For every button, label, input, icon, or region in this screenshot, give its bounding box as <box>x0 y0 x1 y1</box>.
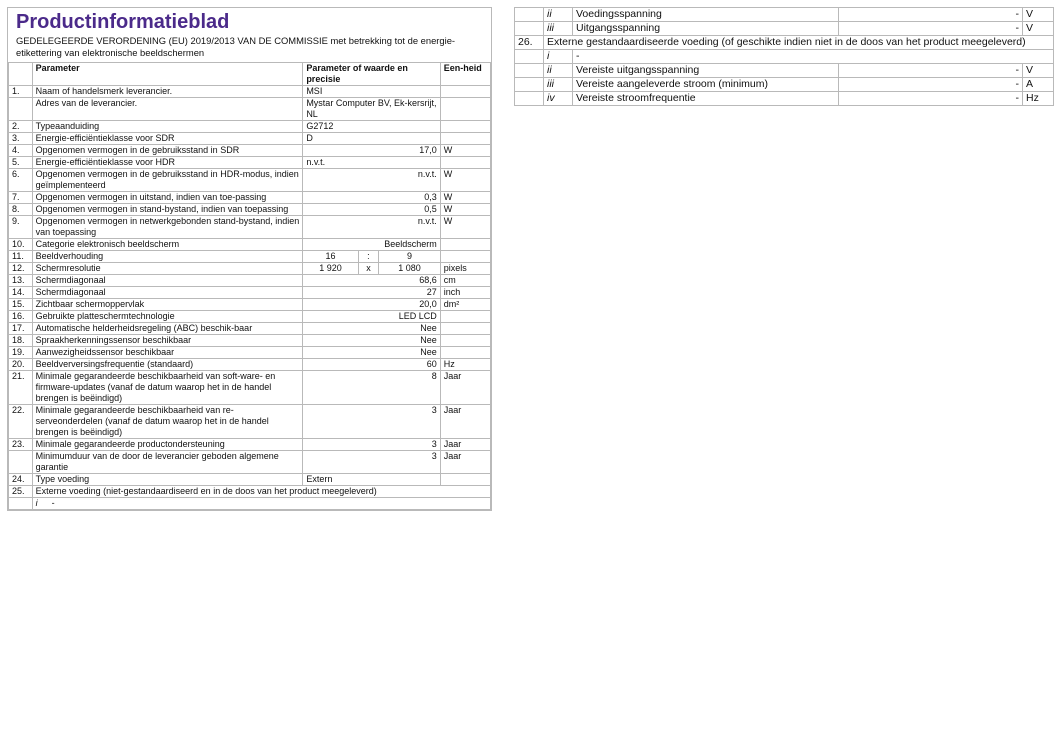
table-row <box>515 8 1054 22</box>
header-unit: Een-heid <box>440 63 490 86</box>
row-parameter: Automatische helderheidsregeling (ABC) beschik-baar <box>32 323 303 335</box>
table-row <box>9 204 491 216</box>
row-value: Beeldscherm <box>303 239 440 251</box>
table-row <box>9 275 491 287</box>
row-unit <box>440 335 490 347</box>
row-sub-index: iv <box>544 92 573 106</box>
row-number: 16. <box>9 311 33 323</box>
row-unit <box>440 474 490 486</box>
power-supply-table <box>514 7 1054 106</box>
row-unit: V <box>1023 64 1054 78</box>
row-value-b: 9 <box>379 251 441 263</box>
row-number: 22. <box>9 405 33 439</box>
row-number: 24. <box>9 474 33 486</box>
table-row <box>9 474 491 486</box>
row-section-text: Externe voeding (niet-gestandaardiseerd en in de doos van het product meegeleverd) <box>32 486 490 498</box>
row-parameter: Spraakherkenningssensor beschikbaar <box>32 335 303 347</box>
row-value: - <box>839 92 1023 106</box>
row-number <box>9 451 33 474</box>
row-parameter: Categorie elektronisch beeldscherm <box>32 239 303 251</box>
row-unit: Jaar <box>440 371 490 405</box>
row-parameter: Schermresolutie <box>32 263 303 275</box>
row-number: 25. <box>9 486 33 498</box>
table-row <box>515 22 1054 36</box>
table-row <box>9 371 491 405</box>
table-row <box>9 287 491 299</box>
row-value-separator: : <box>358 251 379 263</box>
parameter-table <box>8 62 491 510</box>
row-sub-index: ii <box>544 64 573 78</box>
row-parameter: Opgenomen vermogen in uitstand, indien van toe-passing <box>32 192 303 204</box>
row-value: D <box>303 133 440 145</box>
row-sub-index: ii <box>544 8 573 22</box>
row-unit: pixels <box>440 263 490 275</box>
row-parameter: Beeldverversingsfrequentie (standaard) <box>32 359 303 371</box>
row-unit: Jaar <box>440 439 490 451</box>
row-parameter: Vereiste aangeleverde stroom (minimum) <box>573 78 839 92</box>
row-number: 21. <box>9 371 33 405</box>
row-sub-index: iii <box>544 78 573 92</box>
row-unit: V <box>1023 22 1054 36</box>
row-number: 6. <box>9 169 33 192</box>
row-number: 2. <box>9 121 33 133</box>
row-number: 26. <box>515 36 544 50</box>
sub-index: i <box>35 498 38 508</box>
row-parameter: Naam of handelsmerk leverancier. <box>32 86 303 98</box>
row-unit: W <box>440 192 490 204</box>
row-parameter: Minimale gegarandeerde beschikbaarheid van re-serveonderdelen (vanaf de datum waarop het in de handel brengen is beëindigd) <box>32 405 303 439</box>
row-number: 8. <box>9 204 33 216</box>
row-number <box>515 64 544 78</box>
row-number: 17. <box>9 323 33 335</box>
table-row <box>9 145 491 157</box>
table-row <box>9 239 491 251</box>
row-value: Mystar Computer BV, Ek-kersrijt, NL <box>303 98 440 121</box>
row-number: 12. <box>9 263 33 275</box>
table-row <box>9 311 491 323</box>
row-unit: W <box>440 204 490 216</box>
row-number: 9. <box>9 216 33 239</box>
row-parameter: Minimumduur van de door de leverancier geboden algemene garantie <box>32 451 303 474</box>
row-unit: Jaar <box>440 405 490 439</box>
product-info-sheet-right <box>514 7 1053 106</box>
table-row <box>9 98 491 121</box>
row-parameter: Vereiste uitgangsspanning <box>573 64 839 78</box>
table-row <box>9 192 491 204</box>
row-value: 8 <box>303 371 440 405</box>
row-value: n.v.t. <box>303 216 440 239</box>
row-value: 0,5 <box>303 204 440 216</box>
row-unit: Hz <box>1023 92 1054 106</box>
row-number <box>515 92 544 106</box>
sub-value: - <box>51 498 55 508</box>
row-value: LED LCD <box>303 311 440 323</box>
table-row <box>9 486 491 498</box>
row-value: G2712 <box>303 121 440 133</box>
row-value: Nee <box>303 335 440 347</box>
row-unit <box>440 239 490 251</box>
row-value: 68,6 <box>303 275 440 287</box>
table-row <box>9 323 491 335</box>
row-number: 4. <box>9 145 33 157</box>
row-sub-index: i <box>544 50 573 64</box>
row-unit: inch <box>440 287 490 299</box>
header-value: Parameter of waarde en precisie <box>303 63 440 86</box>
table-header-row <box>9 63 491 86</box>
table-row <box>515 50 1054 64</box>
row-parameter: Minimale gegarandeerde beschikbaarheid van soft-ware- en firmware-updates (vanaf de datum waarop het in de handel brengen is beëindigd) <box>32 371 303 405</box>
row-unit: Hz <box>440 359 490 371</box>
row-number: 15. <box>9 299 33 311</box>
row-number: 7. <box>9 192 33 204</box>
row-unit: Jaar <box>440 451 490 474</box>
row-number: 23. <box>9 439 33 451</box>
table-row <box>9 498 491 510</box>
table-row <box>9 216 491 239</box>
row-number: 1. <box>9 86 33 98</box>
row-number: 18. <box>9 335 33 347</box>
row-value: 3 <box>303 451 440 474</box>
table-row <box>515 92 1054 106</box>
row-value: 3 <box>303 439 440 451</box>
row-number: 19. <box>9 347 33 359</box>
table-row <box>9 157 491 169</box>
row-parameter: Type voeding <box>32 474 303 486</box>
row-number <box>9 498 33 510</box>
row-parameter: Opgenomen vermogen in stand-bystand, indien van toepassing <box>32 204 303 216</box>
row-parameter: Adres van de leverancier. <box>32 98 303 121</box>
row-parameter: Zichtbaar schermoppervlak <box>32 299 303 311</box>
row-unit: W <box>440 169 490 192</box>
row-number: 11. <box>9 251 33 263</box>
row-unit <box>440 311 490 323</box>
table-row <box>9 335 491 347</box>
row-parameter: Schermdiagonaal <box>32 275 303 287</box>
row-parameter: Minimale gegarandeerde productondersteuning <box>32 439 303 451</box>
row-sub-index: iii <box>544 22 573 36</box>
table-row <box>9 299 491 311</box>
row-number: 10. <box>9 239 33 251</box>
row-parameter: Opgenomen vermogen in de gebruiksstand in HDR-modus, indien geïmplementeerd <box>32 169 303 192</box>
table-row <box>9 347 491 359</box>
row-value-a: 1 920 <box>303 263 358 275</box>
row-sub-item <box>32 498 490 510</box>
row-value: 0,3 <box>303 192 440 204</box>
row-value: 20,0 <box>303 299 440 311</box>
row-parameter: Aanwezigheidssensor beschikbaar <box>32 347 303 359</box>
row-section-text: Externe gestandaardiseerde voeding (of geschikte indien niet in de doos van het product meegeleverd) <box>544 36 1054 50</box>
row-value: MSI <box>303 86 440 98</box>
row-value: n.v.t. <box>303 169 440 192</box>
row-number: 3. <box>9 133 33 145</box>
table-row <box>9 439 491 451</box>
row-parameter: Opgenomen vermogen in netwerkgebonden stand-bystand, indien van toepassing <box>32 216 303 239</box>
product-info-sheet-left <box>7 7 492 511</box>
row-number: 13. <box>9 275 33 287</box>
row-value: 60 <box>303 359 440 371</box>
page-title: Productinformatieblad <box>16 11 230 33</box>
row-parameter: Energie-efficiëntieklasse voor SDR <box>32 133 303 145</box>
row-number <box>515 50 544 64</box>
row-parameter: Opgenomen vermogen in de gebruiksstand in SDR <box>32 145 303 157</box>
row-parameter: Gebruikte platteschermtechnologie <box>32 311 303 323</box>
row-unit <box>440 121 490 133</box>
row-value: - <box>839 64 1023 78</box>
row-unit <box>440 157 490 169</box>
row-parameter: Beeldverhouding <box>32 251 303 263</box>
row-parameter: Schermdiagonaal <box>32 287 303 299</box>
table-row <box>9 451 491 474</box>
row-unit: dm² <box>440 299 490 311</box>
row-unit: A <box>1023 78 1054 92</box>
row-value: - <box>839 78 1023 92</box>
row-number: 20. <box>9 359 33 371</box>
row-value-separator: x <box>358 263 379 275</box>
row-unit <box>440 347 490 359</box>
row-number <box>515 8 544 22</box>
row-value: - <box>839 8 1023 22</box>
row-unit <box>440 98 490 121</box>
table-row <box>515 78 1054 92</box>
row-number: 5. <box>9 157 33 169</box>
row-unit: V <box>1023 8 1054 22</box>
row-value-a: 16 <box>303 251 358 263</box>
row-value-b: 1 080 <box>379 263 441 275</box>
table-row <box>9 263 491 275</box>
row-number <box>9 98 33 121</box>
row-unit <box>440 251 490 263</box>
row-value: 3 <box>303 405 440 439</box>
row-parameter: Typeaanduiding <box>32 121 303 133</box>
row-number <box>515 22 544 36</box>
table-row <box>515 64 1054 78</box>
row-unit: W <box>440 216 490 239</box>
row-unit <box>440 86 490 98</box>
row-parameter: Uitgangsspanning <box>573 22 839 36</box>
row-value: Extern <box>303 474 440 486</box>
table-row <box>9 121 491 133</box>
table-row <box>9 86 491 98</box>
header-parameter: Parameter <box>32 63 303 86</box>
table-row <box>9 405 491 439</box>
row-parameter: Energie-efficiëntieklasse voor HDR <box>32 157 303 169</box>
table-row <box>9 251 491 263</box>
row-value: Nee <box>303 323 440 335</box>
table-row <box>9 133 491 145</box>
row-value: 27 <box>303 287 440 299</box>
row-unit: W <box>440 145 490 157</box>
row-value: 17,0 <box>303 145 440 157</box>
regulation-subtitle: GEDELEGEERDE VERORDENING (EU) 2019/2013 VAN DE COMMISSIE met betrekking tot de energie-etikettering van elektronische beeldschermen <box>16 35 456 58</box>
row-unit <box>440 133 490 145</box>
row-number: 14. <box>9 287 33 299</box>
table-row <box>9 169 491 192</box>
row-value: n.v.t. <box>303 157 440 169</box>
table-row <box>515 36 1054 50</box>
row-parameter: Voedingsspanning <box>573 8 839 22</box>
row-parameter: Vereiste stroomfrequentie <box>573 92 839 106</box>
row-unit <box>440 323 490 335</box>
table-row <box>9 359 491 371</box>
row-unit: cm <box>440 275 490 287</box>
row-number <box>515 78 544 92</box>
row-sub-value: - <box>573 50 1054 64</box>
row-value: - <box>839 22 1023 36</box>
row-value: Nee <box>303 347 440 359</box>
